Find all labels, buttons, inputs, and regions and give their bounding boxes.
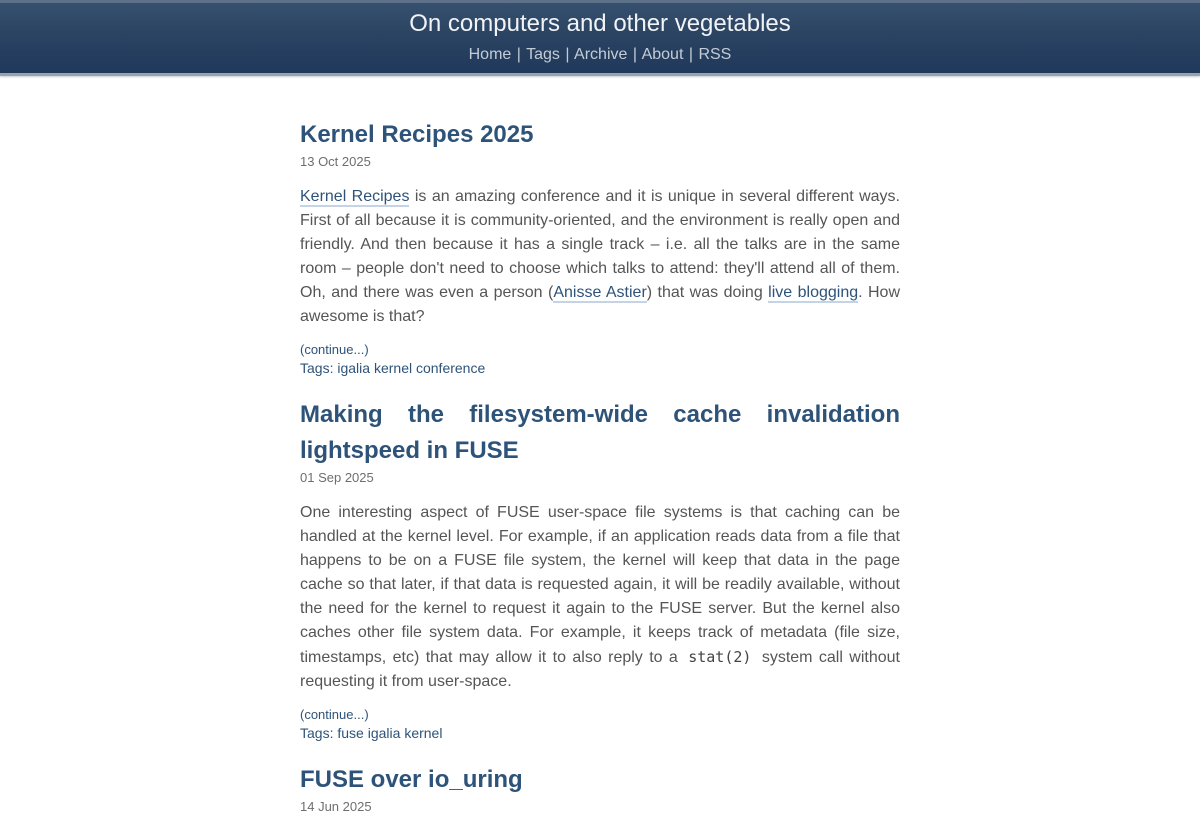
post-date: 01 Sep 2025 <box>300 470 374 485</box>
nav-rss[interactable]: RSS <box>698 46 732 63</box>
post-item <box>300 397 900 742</box>
post-list <box>300 73 900 816</box>
tags-label: Tags: <box>300 360 334 376</box>
site-header <box>0 0 1200 73</box>
kernel-recipes-link[interactable]: Kernel Recipes <box>300 188 410 205</box>
nav-home[interactable]: Home <box>468 46 512 63</box>
tag-link[interactable]: kernel <box>404 725 443 741</box>
nav-tags[interactable]: Tags <box>526 46 560 63</box>
excerpt-text: ) that was doing <box>646 284 769 301</box>
nav-separator: | <box>688 46 693 63</box>
tag-link[interactable]: kernel <box>373 360 413 376</box>
continue-reading <box>300 706 900 724</box>
excerpt-text: One interesting aspect of FUSE user-space file systems is that caching can be handled at the kernel level. For example, if an application reads data from a file that happens to be on a FUSE file system, the kernel will keep that data in the page cache so that later, if that data is requested again, it will be readily available, without the need for the kernel to request it again to the FUSE server. But the kernel also caches other file system data. For example, it keeps track of metadata (file size, timestamps, etc) that may allow it to also reply to a <box>300 504 900 666</box>
post-excerpt <box>300 185 900 329</box>
anisse-astier-link[interactable]: Anisse Astier <box>553 284 647 301</box>
post-excerpt <box>300 501 900 694</box>
excerpt-text: is an amazing conference and it is unique in several different ways. First of all because it is community-oriented, and the environment is really open and friendly. And then because it has a single track – i.e. all the talks are in the same room – people don't need to choose which talks to attend: they'll attend all of them. Oh, and there was even a person ( <box>300 188 901 301</box>
post-title <box>300 397 900 469</box>
live-blogging-link[interactable]: live blogging <box>768 284 859 301</box>
site-title[interactable]: On computers and other vegetables <box>409 10 791 37</box>
post-tags <box>300 359 900 377</box>
excerpt-text: system call without requesting it from user-space. <box>300 649 900 690</box>
tag-link[interactable]: igalia <box>367 725 401 741</box>
post-title <box>300 762 900 798</box>
nav-separator: | <box>632 46 638 63</box>
post-item <box>300 117 900 377</box>
nav-separator: | <box>565 46 570 63</box>
nav-about[interactable]: About <box>641 46 684 63</box>
continue-link[interactable]: (continue...) <box>300 707 369 722</box>
inline-code: stat(2) <box>688 648 752 666</box>
post-title <box>300 117 900 153</box>
post-item <box>300 762 900 816</box>
post-tags <box>300 724 900 742</box>
tags-label: Tags: <box>300 725 334 741</box>
continue-link[interactable]: (continue...) <box>300 342 369 357</box>
post-date: 14 Jun 2025 <box>300 799 372 814</box>
tag-link[interactable]: igalia <box>337 360 371 376</box>
main-nav <box>0 44 1200 66</box>
excerpt-text: . How awesome is that? <box>300 284 901 325</box>
post-title-link[interactable]: Making the filesystem-wide cache invalidation lightspeed in FUSE <box>300 401 900 464</box>
post-title-link[interactable]: Kernel Recipes 2025 <box>300 121 534 148</box>
nav-separator: | <box>516 46 521 63</box>
continue-reading <box>300 341 900 359</box>
tag-link[interactable]: conference <box>415 360 486 376</box>
post-date: 13 Oct 2025 <box>300 154 371 169</box>
post-title-link[interactable]: FUSE over io_uring <box>300 766 523 793</box>
tag-link[interactable]: fuse <box>337 725 364 741</box>
nav-archive[interactable]: Archive <box>574 46 628 63</box>
